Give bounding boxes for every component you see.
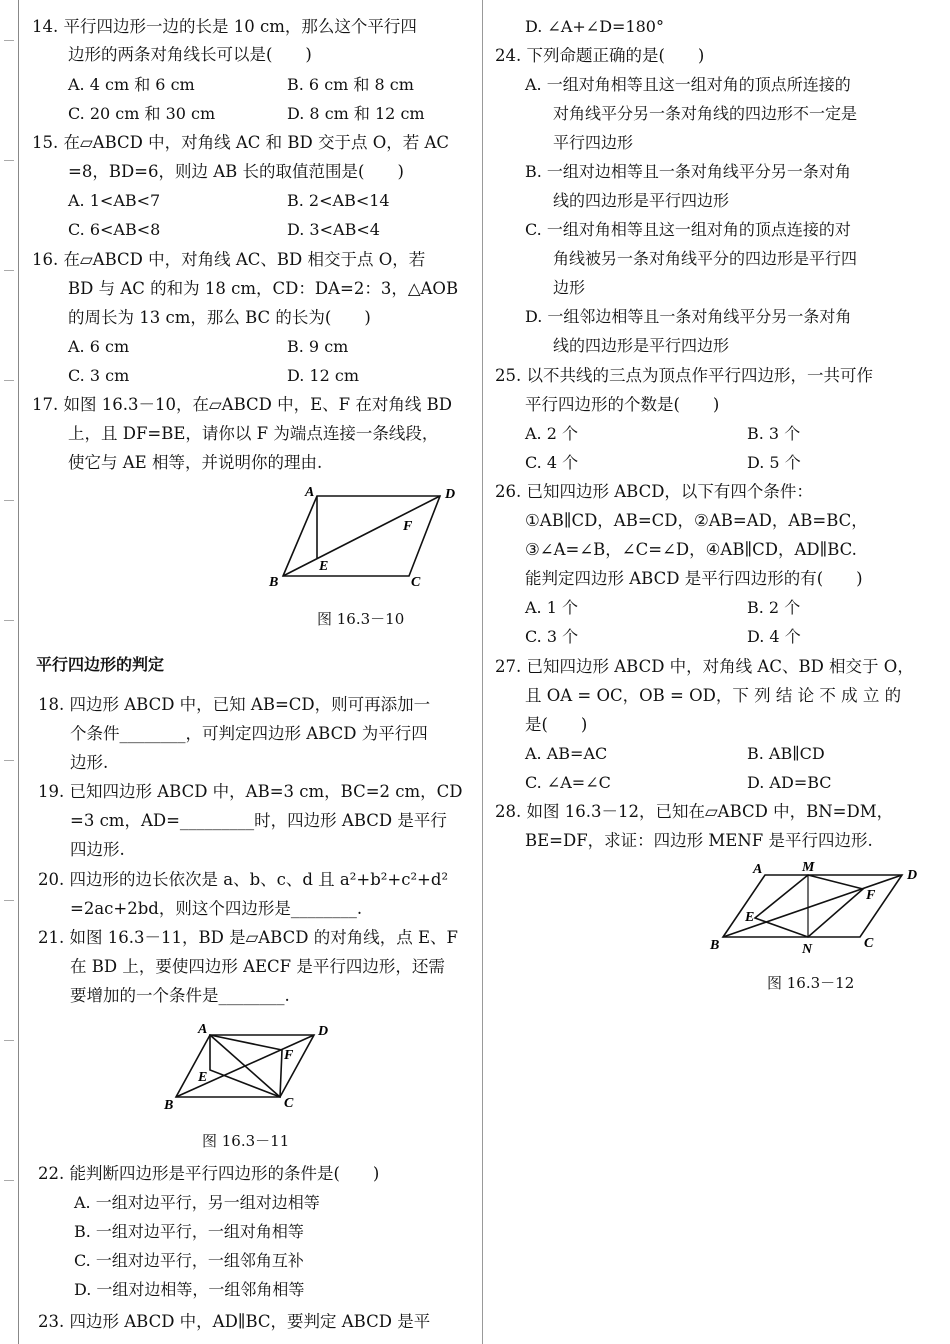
section-title: 平行四边形的判定 bbox=[36, 655, 165, 674]
question-text: 且 OA = OC，OB = OD，下 列 结 论 不 成 立 的 bbox=[525, 686, 902, 705]
option-c-cont: 边形 bbox=[553, 278, 586, 297]
question-text: 个条件________，可判定四边形 ABCD 为平行四 bbox=[70, 724, 428, 743]
label-d: D bbox=[445, 487, 456, 502]
question-text: 26. 已知四边形 ABCD，以下有四个条件： bbox=[495, 482, 813, 501]
question-text: 27. 已知四边形 ABCD 中，对角线 AC、BD 相交于 O， bbox=[495, 657, 914, 676]
margin-tick bbox=[4, 1040, 14, 1041]
option-d: D. 5 个 bbox=[747, 453, 801, 472]
question-text: 使它与 AE 相等，并说明你的理由. bbox=[68, 453, 323, 472]
question-text: 是( ) bbox=[525, 715, 588, 734]
margin-tick bbox=[4, 500, 14, 501]
label-d: D bbox=[907, 868, 918, 883]
option-d: D. 8 cm 和 12 cm bbox=[287, 104, 425, 123]
margin-tick bbox=[4, 1180, 14, 1181]
question-text: 22. 能判断四边形是平行四边形的条件是( ) bbox=[38, 1164, 380, 1183]
label-b: B bbox=[710, 938, 720, 953]
question-text: BD 与 AC 的和为 18 cm，CD：DA=2：3，△AOB bbox=[68, 279, 459, 298]
question-text: 17. 如图 16.3－10，在▱ABCD 中，E、F 在对角线 BD bbox=[32, 395, 452, 414]
option-b: B. 一组对边相等且一条对角线平分另一条对角 bbox=[525, 162, 851, 181]
option-d: D. 12 cm bbox=[287, 366, 360, 385]
label-c: C bbox=[864, 936, 874, 951]
margin-tick bbox=[4, 380, 14, 381]
question-text: 平行四边形的个数是( ) bbox=[525, 395, 720, 414]
question-text: =3 cm，AD=_________时，四边形 ABCD 是平行 bbox=[70, 811, 447, 830]
option-d: D. AD=BC bbox=[747, 773, 832, 792]
margin-tick bbox=[4, 900, 14, 901]
label-d: D bbox=[318, 1024, 329, 1039]
option-d: D. 4 个 bbox=[747, 627, 801, 646]
option-a: A. 4 cm 和 6 cm bbox=[68, 75, 195, 94]
option-b: B. 3 个 bbox=[747, 424, 801, 443]
question-text: 能判定四边形 ABCD 是平行四边形的有( ) bbox=[525, 569, 863, 588]
label-f: F bbox=[284, 1048, 294, 1063]
option-c: C. ∠A=∠C bbox=[525, 773, 611, 792]
option-a: A. 1 个 bbox=[525, 598, 578, 617]
question-text: 28. 如图 16.3－12，已知在▱ABCD 中，BN=DM， bbox=[495, 802, 894, 821]
label-n: N bbox=[802, 942, 813, 957]
question-text: 的周长为 13 cm，那么 BC 的长为( ) bbox=[68, 308, 371, 327]
question-text: =2ac+2bd，则这个四边形是________. bbox=[70, 899, 363, 918]
diagonal-ac bbox=[210, 1035, 280, 1097]
question-text: 19. 已知四边形 ABCD 中，AB=3 cm，BC=2 cm，CD bbox=[38, 782, 463, 801]
option-a: A. 一组对边平行，另一组对边相等 bbox=[74, 1193, 320, 1212]
label-f: F bbox=[866, 888, 876, 903]
diagonal-bd bbox=[283, 496, 440, 576]
label-a: A bbox=[198, 1022, 208, 1037]
option-a-cont: 平行四边形 bbox=[553, 133, 634, 152]
diagonal-bd bbox=[723, 875, 902, 937]
option-c: C. 3 cm bbox=[68, 366, 130, 385]
question-text: ①AB∥CD，AB=CD，②AB=AD，AB=BC， bbox=[525, 511, 868, 530]
margin-tick bbox=[4, 40, 14, 41]
option-a: A. 2 个 bbox=[525, 424, 578, 443]
option-d-cont: 线的四边形是平行四边形 bbox=[553, 336, 730, 355]
option-d: D. 一组邻边相等且一条对角线平分另一条对角 bbox=[525, 307, 852, 326]
question-text: ③∠A=∠B，∠C=∠D，④AB∥CD，AD∥BC. bbox=[525, 540, 857, 559]
figure-caption: 图 16.3－12 bbox=[767, 974, 855, 992]
option-c-cont: 角线被另一条对角线平分的四边形是平行四 bbox=[553, 249, 858, 268]
figure-16-3-10 bbox=[257, 478, 487, 593]
question-text: =8，BD=6，则边 AB 长的取值范围是( ) bbox=[68, 162, 404, 181]
figure-16-3-11 bbox=[162, 1015, 372, 1115]
label-c: C bbox=[284, 1096, 294, 1111]
label-a: A bbox=[753, 862, 763, 877]
label-c: C bbox=[411, 575, 421, 590]
q23-option-d: D. ∠A+∠D=180° bbox=[525, 17, 664, 36]
option-a: A. 1<AB<7 bbox=[68, 191, 161, 210]
option-c: C. 6<AB<8 bbox=[68, 220, 161, 239]
option-b: B. 9 cm bbox=[287, 337, 349, 356]
figure-caption: 图 16.3－11 bbox=[202, 1132, 290, 1150]
option-b-cont: 线的四边形是平行四边形 bbox=[553, 191, 730, 210]
margin-tick bbox=[4, 760, 14, 761]
question-text: 四边形. bbox=[70, 840, 125, 859]
label-m: M bbox=[802, 860, 815, 875]
question-text: 在 BD 上，要使四边形 AECF 是平行四边形，还需 bbox=[70, 957, 445, 976]
option-b: B. 2<AB<14 bbox=[287, 191, 390, 210]
figure-16-3-12 bbox=[700, 855, 925, 960]
label-e: E bbox=[745, 910, 755, 925]
option-c: C. 3 个 bbox=[525, 627, 579, 646]
label-b: B bbox=[164, 1098, 174, 1113]
figure-caption: 图 16.3－10 bbox=[317, 610, 405, 628]
label-a: A bbox=[305, 485, 315, 500]
question-text: 15. 在▱ABCD 中，对角线 AC 和 BD 交于点 O，若 AC bbox=[32, 133, 450, 152]
margin-tick bbox=[4, 620, 14, 621]
margin-tick bbox=[4, 160, 14, 161]
option-a: A. 6 cm bbox=[68, 337, 130, 356]
option-c: C. 一组对角相等且这一组对角的顶点连接的对 bbox=[525, 220, 851, 239]
question-text: 20. 四边形的边长依次是 a、b、c、d 且 a²+b²+c²+d² bbox=[38, 870, 449, 889]
option-a: A. 一组对角相等且这一组对角的顶点所连接的 bbox=[525, 75, 851, 94]
question-text: 18. 四边形 ABCD 中，已知 AB=CD，则可再添加一 bbox=[38, 695, 431, 714]
label-b: B bbox=[269, 575, 279, 590]
quadrilateral-menf bbox=[755, 875, 863, 937]
label-e: E bbox=[319, 559, 329, 574]
option-a-cont: 对角线平分另一条对角线的四边形不一定是 bbox=[553, 104, 858, 123]
question-text: 16. 在▱ABCD 中，对角线 AC、BD 相交于点 O，若 bbox=[32, 250, 426, 269]
question-text: 23. 四边形 ABCD 中，AD∥BC，要判定 ABCD 是平 bbox=[38, 1312, 431, 1331]
option-c: C. 4 个 bbox=[525, 453, 579, 472]
question-text: 21. 如图 16.3－11，BD 是▱ABCD 的对角线，点 E、F bbox=[38, 928, 458, 947]
question-text: 边形. bbox=[70, 753, 109, 772]
option-c: C. 一组对边平行，一组邻角互补 bbox=[74, 1251, 304, 1270]
label-e: E bbox=[198, 1070, 208, 1085]
binding-margin-line bbox=[18, 0, 19, 1344]
question-text: 要增加的一个条件是________. bbox=[70, 986, 290, 1005]
column-divider bbox=[482, 0, 483, 1344]
option-b: B. AB∥CD bbox=[747, 744, 825, 763]
question-text: BE=DF，求证：四边形 MENF 是平行四边形. bbox=[525, 831, 873, 850]
question-text: 上，且 DF=BE，请你以 F 为端点连接一条线段， bbox=[68, 424, 439, 443]
question-text: 25. 以不共线的三点为顶点作平行四边形，一共可作 bbox=[495, 366, 873, 385]
question-text: 14. 平行四边形一边的长是 10 cm，那么这个平行四 bbox=[32, 17, 417, 36]
margin-tick bbox=[4, 270, 14, 271]
question-text: 24. 下列命题正确的是( ) bbox=[495, 46, 705, 65]
question-text: 边形的两条对角线长可以是( ) bbox=[68, 45, 312, 64]
option-d: D. 一组对边相等，一组邻角相等 bbox=[74, 1280, 305, 1299]
option-d: D. 3<AB<4 bbox=[287, 220, 380, 239]
option-c: C. 20 cm 和 30 cm bbox=[68, 104, 216, 123]
label-f: F bbox=[403, 519, 413, 534]
option-b: B. 2 个 bbox=[747, 598, 801, 617]
option-b: B. 6 cm 和 8 cm bbox=[287, 75, 414, 94]
option-b: B. 一组对边平行，一组对角相等 bbox=[74, 1222, 304, 1241]
option-a: A. AB=AC bbox=[525, 744, 608, 763]
